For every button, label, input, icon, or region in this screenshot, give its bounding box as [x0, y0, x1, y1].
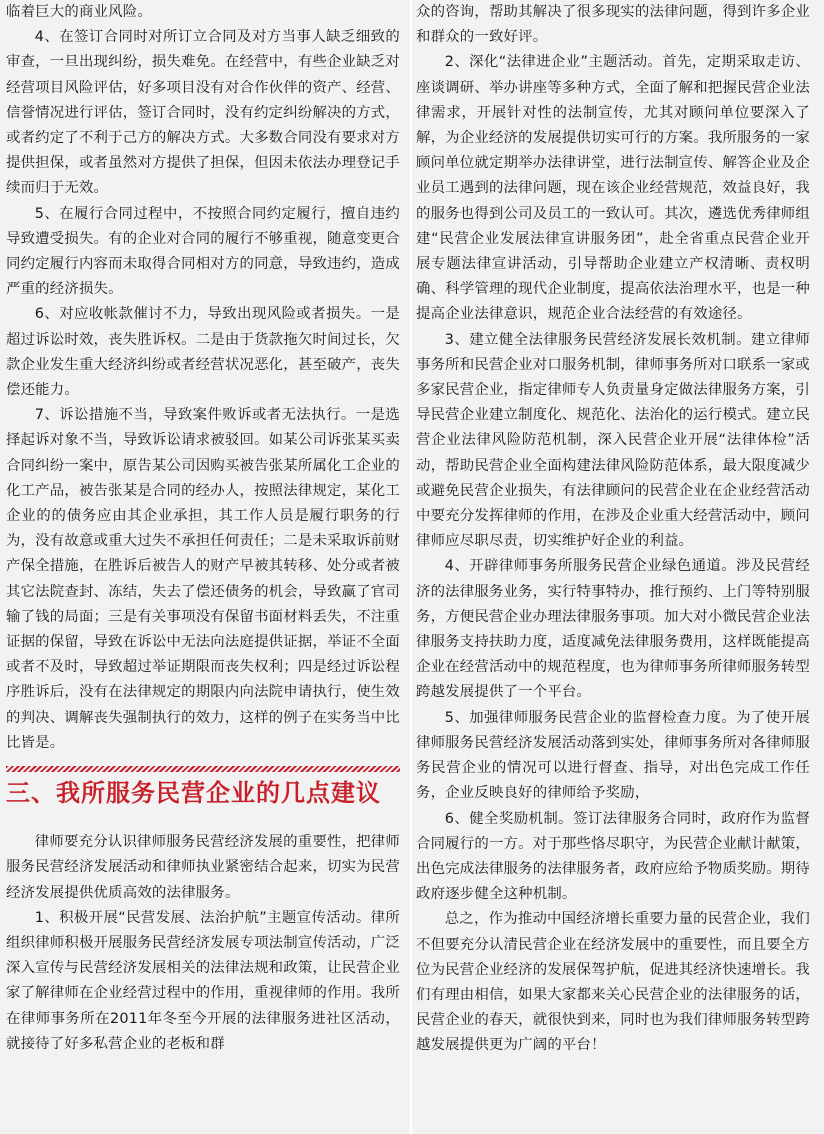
section-heading: 三、我所服务民营企业的几点建议 — [6, 779, 381, 808]
paragraph: 6、健全奖励机制。签订法律服务合同时，政府作为监督合同履行的一方。对于那些恪尽职守，为民营企业献计献策，出色完成法律服务的法律服务者，政府应给予物质奖励。期待政府逐步健全这种机制。 — [416, 810, 810, 903]
paragraph: 众的咨询，帮助其解决了很多现实的法律问题，得到许多企业和群众的一致好评。 — [416, 4, 810, 46]
paragraph: 3、建立健全法律服务民营经济发展长效机制。建立律师事务所和民营企业对口服务机制，律师事务所对口联系一家或多家民营企业，指定律师专人负责量身定做法律服务方案，引导民营企业建立制度化、规范化、法治化的运行模式。建立民营企业法律风险防范机制，深入民营企业开展“法律体检”活动，帮助民营企业全面构建法律风险防范体系，最大限度减少或避免民营企业损失，有法律顾问的民营企业在企业经营活动中要充分发挥律师的作用，在涉及企业重大经营活动中，顾问律师应尽职尽责，切实维护好企业的利益。 — [416, 331, 810, 550]
paragraph: 4、开辟律师事务所服务民营企业绿色通道。涉及民营经济的法律服务业务，实行特事特办，推行预约、上门等特别服务，方便民营企业办理法律服务事项。加大对小微民营企业法律服务支持扶助力度，适度减免法律服务费用，这样既能提高企业在经营活动中的规范程度，也为律师事务所律师服务转型跨越发展提供了一个平台。 — [416, 558, 810, 701]
section-heading-block — [6, 766, 400, 816]
left-paragraphs-top — [6, 0, 400, 756]
heading-hatched-rule — [6, 766, 400, 772]
paragraph: 5、加强律师服务民营企业的监督检查力度。为了使开展律师服务民营经济发展活动落到实处，律师事务所对各律师服务民营企业的情况可以进行督查、指导，对出色完成工作任务，企业反映良好的律师给予奖励， — [416, 709, 810, 802]
right-column — [416, 0, 810, 1134]
left-column — [6, 0, 400, 1134]
paragraph: 6、对应收帐款催讨不力，导致出现风险或者损失。一是超过诉讼时效，丧失胜诉权。二是由于货款拖欠时间过长，欠款企业发生重大经济纠纷或者经营状况恶化，甚至破产，丧失偿还能力。 — [6, 306, 400, 399]
paragraph: 5、在履行合同过程中，不按照合同约定履行，擅自违约导致遭受损失。有的企业对合同的履行不够重视，随意变更合同约定履行内容而未取得合同相对方的同意，导致违约，造成严重的经济损失。 — [6, 205, 400, 298]
paragraph: 律师要充分认识律师服务民营经济发展的重要性，把律师服务民营经济发展活动和律师执业紧密结合起来，切实为民营经济发展提供优质高效的法律服务。 — [6, 834, 400, 901]
right-paragraphs — [416, 0, 810, 1059]
paragraph: 总之，作为推动中国经济增长重要力量的民营企业，我们不但要充分认清民营企业在经济发展中的重要性，而且要全方位为民营企业经济的发展保驾护航，促进其经济快速增长。我们有理由相信，如果大家都来关心民营企业的法律服务的话，民营企业的春天，就很快到来，同时也为我们律师服务转型跨越发展提供更为广阔的平台！ — [416, 911, 810, 1054]
column-divider — [410, 0, 412, 1134]
paragraph: 2、深化“法律进企业”主题活动。首先，定期采取走访、座谈调研、举办讲座等多种方式，全面了解和把握民营企业法律需求，开展针对性的法制宣传，尤其对顾问单位要深入了解，为企业经济的发展提供切实可行的方案。我所服务的一家顾问单位就定期举办法律讲堂，进行法制宣传、解答企业及企业员工遇到的法律问题，现在该企业经营规范，效益良好，我的服务也得到公司及员工的一致认可。其次，遴选优秀律师组建“民营企业发展法律宣讲服务团”，赴全省重点民营企业开展专题法律宣讲活动，引导帮助企业建立产权清晰、责权明确、科学管理的现代企业制度，提高依法治理水平，也是一种提高企业法律意识，规范企业合法经营的有效途径。 — [416, 54, 810, 323]
paragraph: 4、在签订合同时对所订立合同及对方当事人缺乏细致的审查，一旦出现纠纷，损失难免。在经营中，有些企业缺乏对经营项目风险评估，好多项目没有对合作伙伴的资产、经营、信誉情况进行评估，签订合同时，没有约定纠纷解决的方式，或者约定了不利于己方的解决方式。大多数合同没有要求对方提供担保，或者虽然对方提供了担保，但因未依法办理登记手续而归于无效。 — [6, 29, 400, 197]
paragraph: 临着巨大的商业风险。 — [6, 4, 152, 20]
paragraph: 7、诉讼措施不当，导致案件败诉或者无法执行。一是选择起诉对象不当，导致诉讼请求被驳回。如某公司诉张某买卖合同纠纷一案中，原告某公司因购买被告张某所属化工企业的化工产品，被告张某是合同的经办人，按照法律规定，某化工企业的的债务应由其企业承担，其工作人员是履行职务的行为，没有故意或重大过失不承担任何责任；二是未采取诉前财产保全措施，在胜诉后被告人的财产早被其转移、处分或者被其它法院查封、冻结，失去了偿还债务的机会，导致赢了官司输了钱的局面；三是有关事项没有保留书面材料丢失，不注重证据的保留，导致在诉讼中无法向法庭提供证据，举证不全面或者不及时，导致超过举证期限而丧失权利；四是经过诉讼程序胜诉后，没有在法律规定的期限内向法院申请执行，使生效的判决、调解丧失强制执行的效力，这样的例子在实务当中比比皆是。 — [6, 407, 400, 751]
left-paragraphs-bottom — [6, 830, 400, 1057]
paragraph: 1、积极开展“民营发展、法治护航”主题宣传活动。律所组织律师积极开展服务民营经济发展专项法制宣传活动，广泛深入宣传与民营经济发展相关的法律法规和政策，让民营企业家了解律师在企业经营过程中的作用，重视律师的作用。我所在律师事务所在2011年冬至今开展的法律服务进社区活动，就接待了好多私营企业的老板和群 — [6, 909, 400, 1052]
